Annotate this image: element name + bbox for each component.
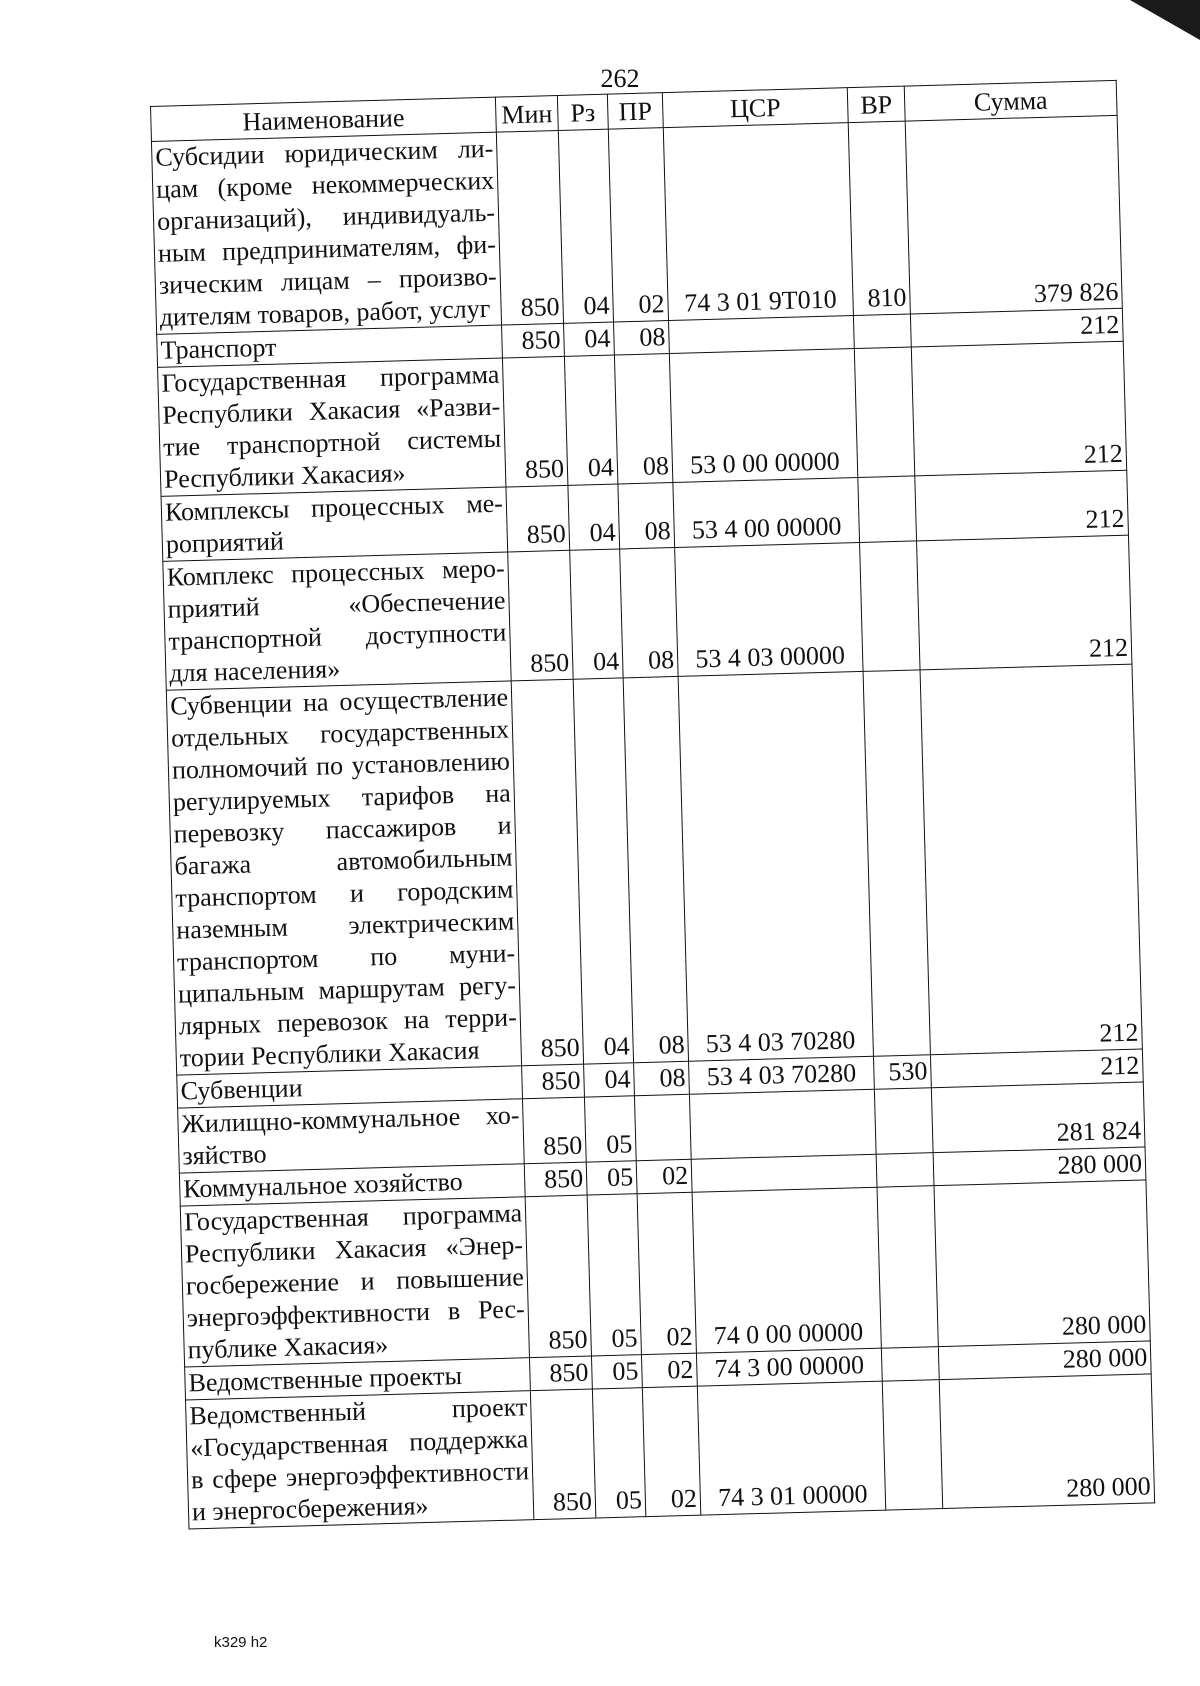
row-pr: 08	[614, 321, 670, 355]
row-pr	[634, 1094, 691, 1160]
row-sum: 212	[915, 470, 1129, 541]
row-sum: 280 000	[933, 1147, 1146, 1186]
row-vr	[881, 1347, 939, 1382]
row-pr: 02	[636, 1159, 692, 1193]
row-pr: 02	[637, 1192, 696, 1354]
row-rz: 05	[584, 1096, 636, 1162]
row-name: Субвенции	[177, 1066, 523, 1108]
row-min: 850	[506, 485, 570, 552]
row-min: 850	[508, 550, 573, 681]
row-name: Ведомственные проекты	[185, 1358, 531, 1400]
row-sum: 212	[910, 308, 1123, 347]
row-csr: 53 4 03 70280	[678, 671, 873, 1061]
scanner-edge-shadow	[1130, 0, 1200, 40]
row-sum: 212	[911, 341, 1126, 476]
row-pr: 08	[614, 354, 672, 484]
row-csr: 74 3 01 00000	[697, 1381, 885, 1515]
row-csr	[691, 1154, 877, 1192]
row-csr: 74 0 00 00000	[692, 1187, 881, 1353]
row-min: 850	[524, 1162, 587, 1197]
row-vr	[882, 1380, 942, 1510]
row-name: Транспорт	[157, 325, 503, 367]
row-name: Жилищно-коммунальное хозяйство	[178, 1099, 525, 1173]
footer-document-code: k329 h2	[214, 1634, 268, 1651]
row-vr	[876, 1153, 934, 1188]
row-rz: 05	[591, 1355, 642, 1389]
table-row	[151, 115, 1122, 334]
budget-table	[150, 80, 1155, 1530]
row-vr: 810	[848, 121, 910, 315]
row-sum: 281 824	[931, 1082, 1145, 1153]
row-pr: 02	[642, 1386, 700, 1516]
row-rz: 04	[564, 355, 617, 485]
row-vr: 530	[873, 1055, 931, 1090]
row-min: 850	[525, 1195, 591, 1358]
row-csr: 74 3 00 00000	[696, 1348, 882, 1386]
page-number: 262	[600, 64, 640, 93]
row-pr: 08	[620, 547, 678, 677]
table-row	[163, 535, 1132, 690]
row-vr	[854, 347, 914, 477]
header-min: Мин	[495, 95, 558, 132]
row-vr	[853, 314, 911, 349]
row-sum: 280 000	[939, 1374, 1154, 1509]
header-csr: ЦСР	[662, 88, 848, 128]
row-sum: 280 000	[934, 1180, 1150, 1347]
row-name: Коммунальное хозяйство	[179, 1164, 525, 1206]
header-pr: ПР	[607, 93, 663, 129]
row-csr	[668, 316, 854, 354]
row-min: 850	[511, 679, 583, 1066]
row-rz: 04	[573, 678, 633, 1064]
row-rz: 04	[570, 549, 623, 679]
row-min: 850	[522, 1097, 586, 1164]
row-csr	[689, 1089, 876, 1159]
table-row	[186, 1374, 1155, 1529]
row-min: 850	[496, 130, 563, 325]
row-rz: 04	[558, 129, 613, 323]
row-min: 850	[502, 323, 565, 358]
row-pr: 02	[641, 1353, 697, 1387]
row-pr: 02	[608, 128, 668, 322]
row-min: 850	[529, 1356, 592, 1391]
row-pr: 08	[634, 1061, 690, 1095]
row-rz: 05	[592, 1388, 645, 1518]
row-pr: 08	[623, 676, 688, 1062]
row-vr	[860, 541, 920, 671]
row-rz: 04	[584, 1063, 635, 1097]
row-name: Комплекс процессных мероприятий «Обеспечение транспортной доступности для населения»	[163, 552, 511, 690]
table-row	[166, 664, 1142, 1075]
row-min: 850	[502, 356, 567, 487]
row-csr: 53 4 03 70280	[689, 1056, 875, 1094]
row-name: Государственная программа Республики Хакасия «Энергосбережение и повышение энергоэффективности в Республике Хакасия»	[180, 1197, 529, 1367]
row-csr: 53 4 00 00000	[673, 477, 860, 547]
row-name: Комплексы процессных мероприятий	[161, 487, 508, 561]
row-csr: 53 0 00 00000	[669, 349, 857, 483]
row-name: Государственная программа Республики Хакасия «Развитие транспортной системы Республики Хакасия»	[158, 358, 506, 496]
row-sum: 212	[920, 664, 1142, 1055]
row-min: 850	[522, 1064, 585, 1099]
row-rz: 05	[587, 1194, 641, 1356]
row-sum: 379 826	[905, 115, 1122, 314]
row-vr	[858, 476, 917, 543]
row-csr: 53 4 03 00000	[675, 542, 863, 676]
header-sum: Сумма	[904, 80, 1117, 121]
row-csr: 74 3 01 9Т010	[663, 123, 853, 321]
table-row	[180, 1180, 1150, 1367]
row-rz: 04	[568, 484, 620, 550]
budget-table-container	[150, 80, 1154, 1530]
row-sum: 212	[917, 535, 1132, 670]
header-rz: Рз	[557, 94, 608, 130]
row-vr	[874, 1088, 933, 1155]
row-sum: 212	[930, 1049, 1143, 1088]
header-vr: ВР	[847, 86, 905, 123]
row-vr	[877, 1186, 938, 1348]
row-sum: 280 000	[938, 1341, 1151, 1380]
row-rz: 04	[564, 322, 615, 356]
row-rz: 05	[586, 1161, 637, 1195]
row-pr: 08	[618, 482, 675, 548]
row-name: Ведомственный проект «Государственная поддержка в сфере энергоэффективности и энергосбережения»	[186, 1391, 534, 1529]
row-vr	[863, 670, 930, 1056]
row-min: 850	[530, 1389, 595, 1520]
row-name: Субвенции на осуществление отдельных государственных полномочий по установлению регулируемых тарифов на перевозку пассажиров и багажа автомобильным транспортом и городским наземным электрическим транспортом по муниципальным маршрутам регулярных перевозок на территории Республики Хакасия	[166, 681, 521, 1075]
row-name: Субсидии юридическим лицам (кроме некоммерческих организаций), индивидуальным предпринимателям, физическим лицам – производителям товаров, работ, услуг	[151, 132, 501, 334]
header-name: Наименование	[151, 97, 497, 141]
table-row	[158, 341, 1127, 496]
